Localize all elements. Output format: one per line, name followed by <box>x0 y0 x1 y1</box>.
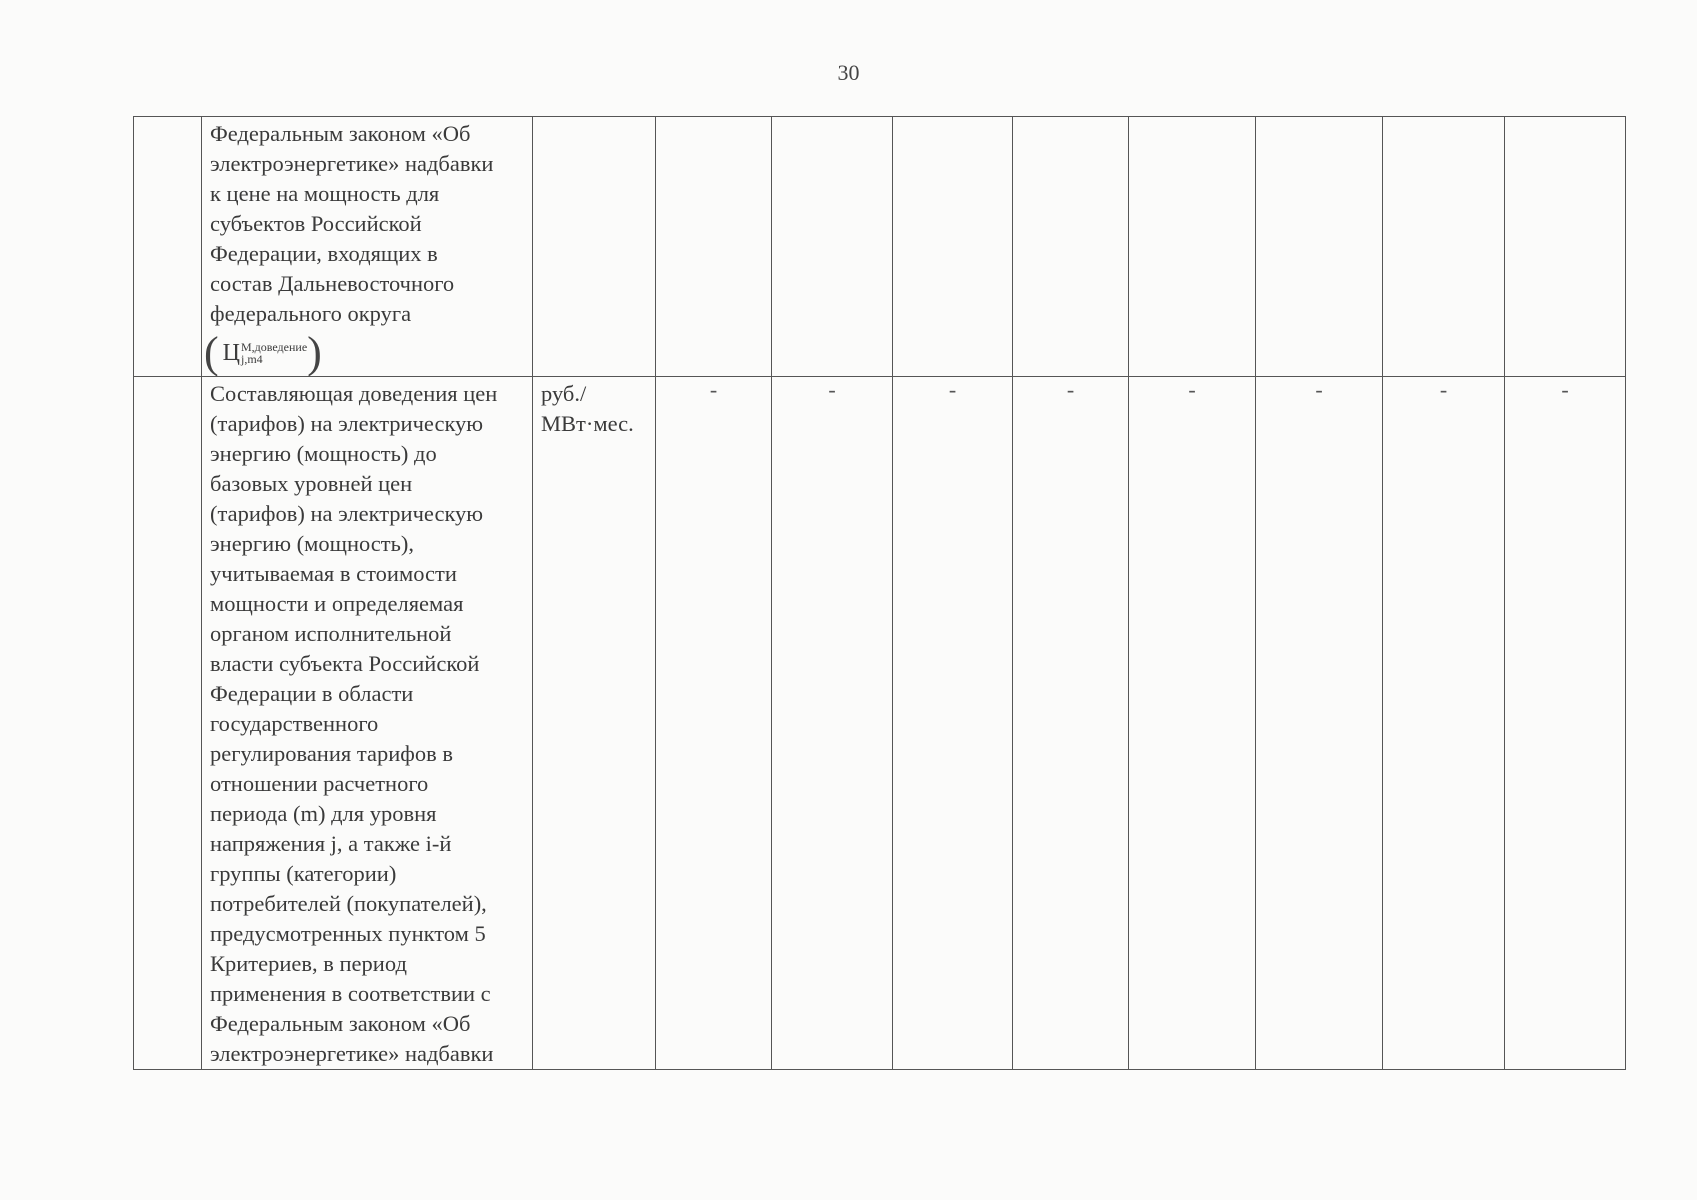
value-cell: - <box>656 377 772 1070</box>
value-cell <box>1383 117 1505 377</box>
row-description: Составляющая доведения цен (тарифов) на электрическую энергию (мощность) до базовых уровней цен (тарифов) на электрическую энергию (мощность), учитываемая в стоимости мощности и определяемая органом исполнительной власти субъекта Российской Федерации в области государственного регулирования тарифов в отношении расчетного периода (m) для уровня напряжения j, а также i-й группы (категории) потребителей (покупателей), предусмотренных пунктом 5 Критериев, в период применения в соответствии с Федеральным законом «Об электроэнергетике» надбавки <box>210 381 498 1066</box>
value-cell <box>1505 117 1626 377</box>
unit-cell <box>533 117 656 377</box>
description-cell <box>202 117 533 377</box>
table-row <box>134 377 1626 1070</box>
number-cell <box>134 377 202 1070</box>
row-description: Федеральным законом «Об электроэнергетике» надбавки к цене на мощность для субъектов Российской Федерации, входящих в состав Дальневосточного федерального округа <box>210 121 494 326</box>
unit-text: руб./ МВт·мес. <box>541 381 634 436</box>
table-row <box>134 117 1626 377</box>
value-cell: - <box>893 377 1013 1070</box>
value-cell <box>772 117 893 377</box>
value-cell: - <box>1383 377 1505 1070</box>
value-cell <box>893 117 1013 377</box>
value-cell <box>1129 117 1256 377</box>
value-cell: - <box>1505 377 1626 1070</box>
value-cell: - <box>1129 377 1256 1070</box>
formula-subscript: j,m4 <box>241 352 263 366</box>
data-table <box>133 116 1626 1070</box>
page-number: 30 <box>837 60 860 85</box>
description-cell <box>202 377 533 1070</box>
value-cell: - <box>1256 377 1383 1070</box>
value-cell <box>1256 117 1383 377</box>
value-cell: - <box>1013 377 1129 1070</box>
formula-superscript: М,доведение <box>241 340 308 354</box>
unit-cell <box>533 377 656 1070</box>
number-cell <box>134 117 202 377</box>
value-cell <box>1013 117 1129 377</box>
value-cell: - <box>772 377 893 1070</box>
formula: ( Ц М,доведение j,m4 ) <box>204 328 322 377</box>
value-cell <box>656 117 772 377</box>
formula-symbol: Ц <box>222 339 240 366</box>
